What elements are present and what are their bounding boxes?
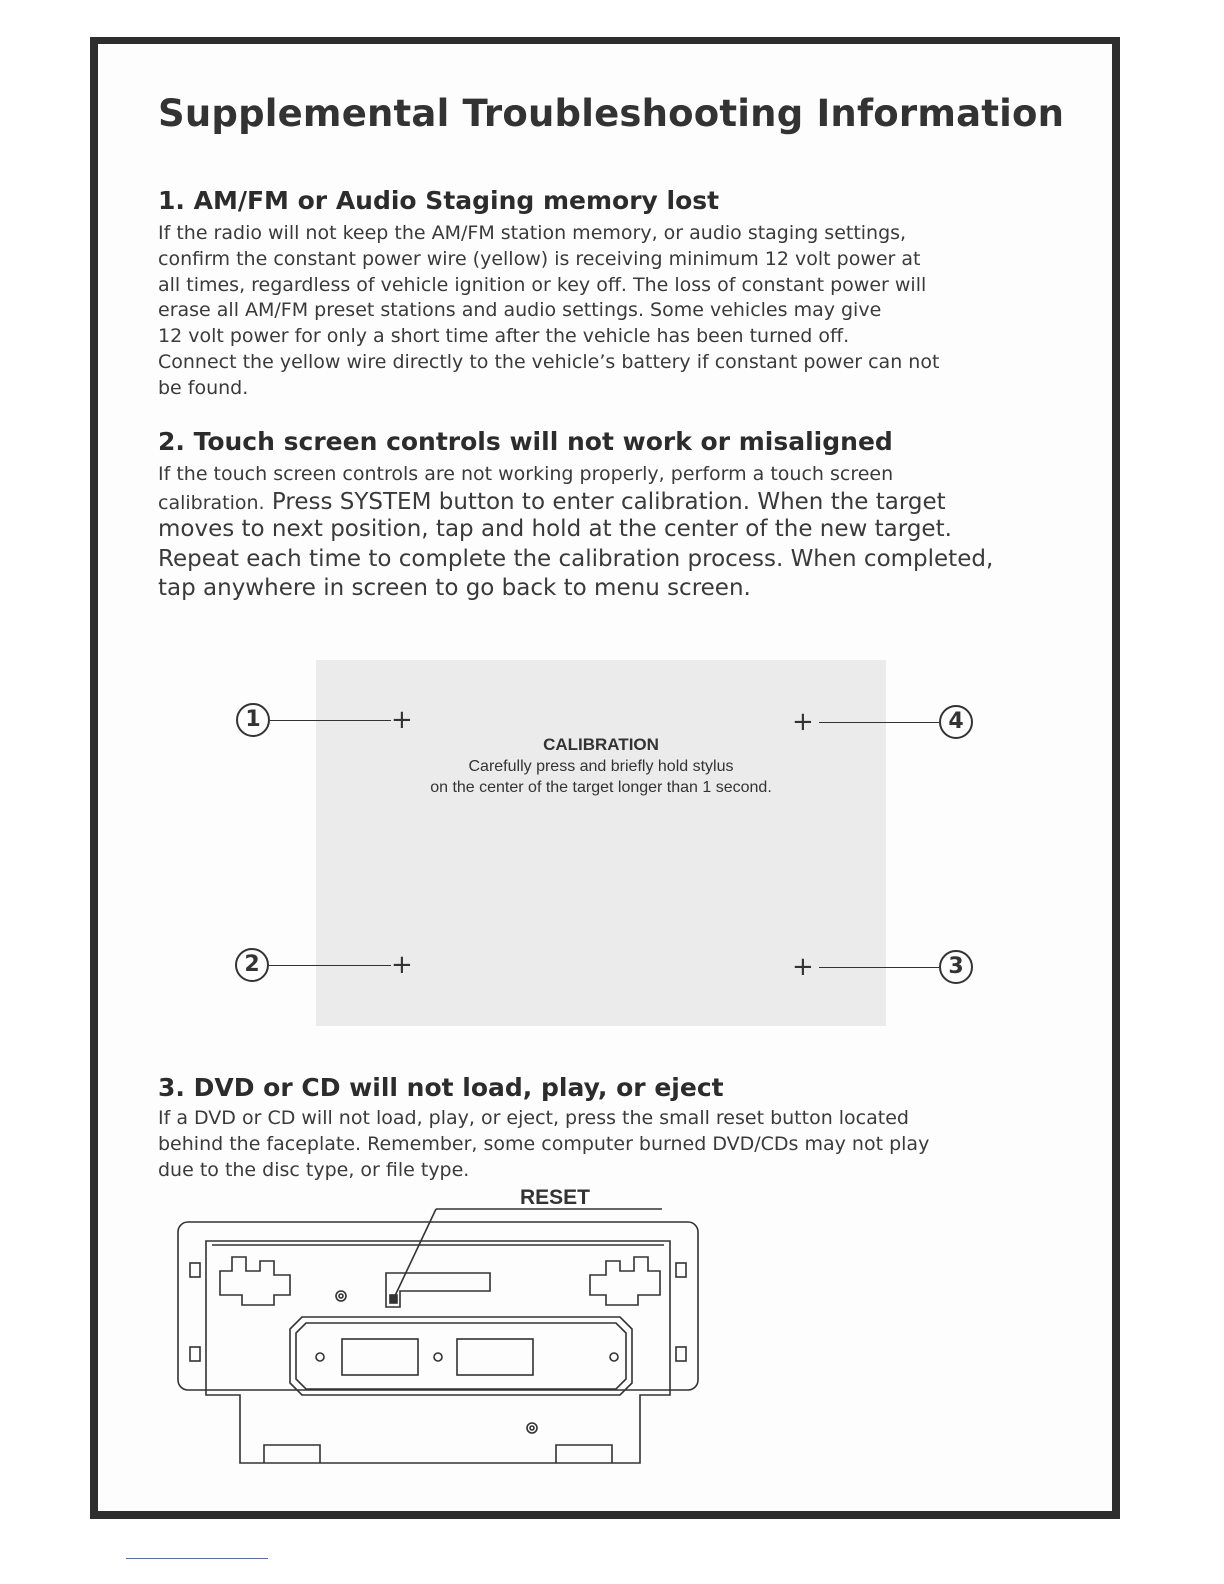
marker-3: 3: [939, 950, 973, 984]
reset-slot: [386, 1273, 490, 1307]
panel-hole-icon: [610, 1353, 618, 1361]
right-mounting-clip: [590, 1257, 660, 1305]
left-tab-lower: [190, 1347, 200, 1361]
section-1-line: be found.: [158, 376, 249, 399]
target-1-icon: +: [391, 705, 413, 735]
leader-line-2: [269, 965, 391, 966]
section-3-body: [158, 1106, 929, 1183]
section-2-line-mixed: [158, 488, 946, 518]
leader-line-3: [819, 967, 939, 968]
target-2-icon: +: [391, 950, 413, 980]
marker-1: 1: [236, 703, 270, 737]
lower-panel-inner: [296, 1323, 626, 1389]
reset-button: [390, 1295, 397, 1303]
left-tab-upper: [190, 1263, 200, 1277]
panel-hole-icon: [434, 1353, 442, 1361]
left-foot: [264, 1445, 320, 1463]
section-2-mixed-small: calibration.: [158, 491, 265, 514]
section-2-line: Repeat each time to complete the calibration process. When completed,: [158, 545, 994, 572]
target-4-icon: +: [792, 707, 814, 737]
leader-line-1: [270, 720, 391, 721]
section-3-line: due to the disc type, or file type.: [158, 1158, 470, 1181]
left-mounting-clip: [220, 1257, 290, 1305]
section-3-heading: 3. DVD or CD will not load, play, or eject: [158, 1073, 724, 1102]
section-1-line: confirm the constant power wire (yellow) is receiving minimum 12 volt power at: [158, 247, 921, 270]
screw-hole-center: [339, 1294, 343, 1298]
faceplate-outline: [178, 1222, 698, 1390]
section-2-line: tap anywhere in screen to go back to menu screen.: [158, 575, 751, 601]
section-2-heading: 2. Touch screen controls will not work or misaligned: [158, 427, 893, 456]
section-3-line: If a DVD or CD will not load, play, or eject, press the small reset button located: [158, 1107, 909, 1129]
right-tab-upper: [676, 1263, 686, 1277]
screw-hole-icon: [527, 1423, 537, 1433]
section-2-mixed-large: Press SYSTEM button to enter calibration. When the target: [264, 488, 946, 515]
marker-2: 2: [235, 948, 269, 982]
section-1-line: 12 volt power for only a short time after the vehicle has been turned off.: [158, 325, 850, 348]
section-1-body: [158, 221, 939, 402]
panel-hole-icon: [316, 1353, 324, 1361]
section-2-body: [158, 462, 946, 517]
target-3-icon: +: [792, 952, 814, 982]
screw-hole-icon: [336, 1291, 346, 1301]
reset-label: RESET: [520, 1186, 591, 1209]
display-window-left: [342, 1339, 418, 1375]
right-tab-lower: [676, 1347, 686, 1361]
section-2-line: moves to next position, tap and hold at the center of the new target.: [158, 516, 952, 542]
calibration-heading: CALIBRATION: [543, 735, 659, 754]
section-2-body-large: [158, 515, 993, 604]
section-3-line: behind the faceplate. Remember, some computer burned DVD/CDs may not play: [158, 1132, 930, 1155]
section-1-line: Connect the yellow wire directly to the vehicle’s battery if constant power can not: [158, 350, 940, 373]
footer-rule: [126, 1558, 268, 1559]
marker-4: 4: [939, 705, 973, 739]
leader-line-4: [819, 722, 939, 723]
right-foot: [556, 1445, 612, 1463]
section-1-line: all times, regardless of vehicle ignition or key off. The loss of constant power will: [158, 273, 927, 296]
section-2-line: If the touch screen controls are not working properly, perform a touch screen: [158, 463, 894, 485]
screw-hole-center: [530, 1426, 534, 1430]
calibration-instruction-line-1: Carefully press and briefly hold stylus: [468, 758, 734, 775]
display-window-right: [457, 1339, 533, 1375]
calibration-instruction-line-2: on the center of the target longer than 1 second.: [430, 779, 772, 796]
page-title: Supplemental Troubleshooting Information: [158, 92, 1065, 135]
faceplate-diagram: [170, 1205, 710, 1485]
section-1-line: If the radio will not keep the AM/FM station memory, or audio staging settings,: [158, 222, 907, 244]
section-1-heading: 1. AM/FM or Audio Staging memory lost: [158, 186, 720, 215]
section-1-line: erase all AM/FM preset stations and audio settings. Some vehicles may give: [158, 299, 882, 322]
